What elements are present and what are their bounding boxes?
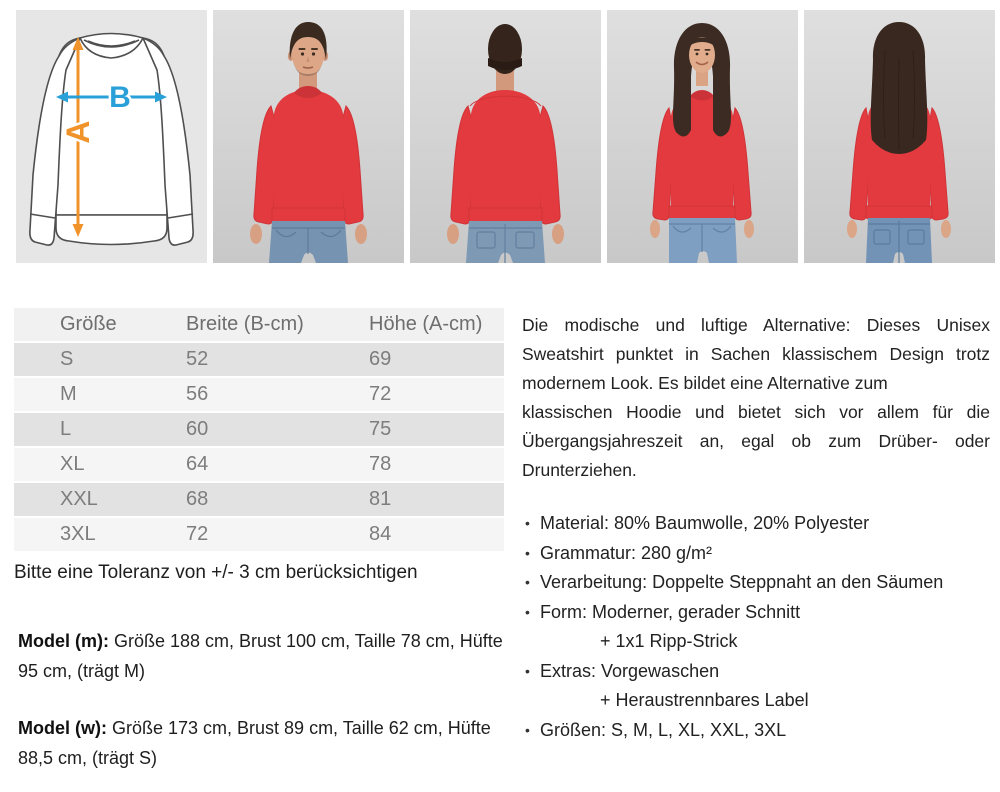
size-info-column [14,306,504,773]
model-label: Model (w): [18,718,107,738]
size-table-cell: 64 [184,448,367,481]
size-table-header-row [14,308,504,341]
feature-text: Verarbeitung: Doppelte Steppnaht an den Säumen [540,572,944,592]
model-text: Größe 173 cm, Brust 89 cm, Taille 62 cm, Hüfte 88,5 cm, (trägt S) [18,718,491,768]
photo-man-back[interactable] [410,10,601,263]
man-back-image [410,10,601,263]
size-table-cell: 78 [367,448,504,481]
feature-subtext: + 1x1 Ripp-Strick [600,631,738,651]
description-line: Die modische und luftige Alternative: Dieses Unisex [522,315,990,335]
feature-item [522,539,990,569]
model-text: Größe 188 cm, Brust 100 cm, Taille 78 cm, Hüfte 95 cm, (trägt M) [18,631,503,681]
woman-back-image [804,10,995,263]
model-info [14,626,504,773]
description-line: Übergangsjahreszeit an, egal ob zum Drüber- oder [522,431,990,451]
size-table-cell: 3XL [14,518,184,551]
size-table-row [14,378,504,411]
size-table-row [14,448,504,481]
feature-item [522,568,990,598]
size-table-row [14,343,504,376]
woman-front-image [607,10,798,263]
product-description-column [522,311,990,745]
size-diagram-tile[interactable] [16,10,207,263]
size-table-cell: 75 [367,413,504,446]
size-table-cell: 56 [184,378,367,411]
size-table-cell: XXL [14,483,184,516]
feature-subtext: + Heraustrennbares Label [600,690,809,710]
feature-item [522,509,990,539]
feature-item [522,598,990,657]
size-table-cell: 84 [367,518,504,551]
description-line: klassischen Hoodie und bietet sich vor allem für die [522,402,990,422]
feature-list [522,509,990,745]
size-diagram-image [16,10,207,263]
size-table-cell: S [14,343,184,376]
size-table-cell: 81 [367,483,504,516]
feature-text: Grammatur: 280 g/m² [540,542,713,563]
photo-man-front[interactable] [213,10,404,263]
description-line: Sweatshirt punktet in Sachen klassischem Design trotz [522,344,990,364]
size-table-header-cell: Breite (B-cm) [184,308,367,341]
model-measurements [18,713,504,773]
size-table-header-cell: Höhe (A-cm) [367,308,504,341]
size-table-cell: 69 [367,343,504,376]
size-table-cell: 68 [184,483,367,516]
size-table-cell: 52 [184,343,367,376]
man-front-image [213,10,404,263]
feature-text: Größen: S, M, L, XL, XXL, 3XL [540,719,787,740]
feature-item [522,657,990,716]
product-image-gallery [16,10,995,263]
model-measurements [18,626,504,686]
product-description [522,311,990,485]
feature-text: Extras: Vorgewaschen [540,660,720,681]
feature-text: Material: 80% Baumwolle, 20% Polyester [540,513,870,533]
size-table-cell: M [14,378,184,411]
size-table-cell: 72 [367,378,504,411]
height-label-a: A [60,120,96,144]
size-table-cell: XL [14,448,184,481]
size-table-cell: L [14,413,184,446]
tolerance-note: Bitte eine Toleranz von +/- 3 cm berücksichtigen [14,562,418,583]
photo-woman-front[interactable] [607,10,798,263]
size-table-row [14,413,504,446]
description-line: modernem Look. Es bildet eine Alternative zum [522,373,888,393]
size-table-header-cell: Größe [14,308,184,341]
width-label-b: B [109,81,131,114]
size-table [14,306,504,553]
size-table-row [14,483,504,516]
photo-woman-back[interactable] [804,10,995,263]
model-label: Model (m): [18,631,109,651]
size-table-cell: 72 [184,518,367,551]
feature-text: Form: Moderner, gerader Schnitt [540,601,801,622]
feature-item [522,716,990,746]
size-table-cell: 60 [184,413,367,446]
size-table-row [14,518,504,551]
description-line: Drunterziehen. [522,460,637,480]
sweatshirt-outline [30,34,193,246]
